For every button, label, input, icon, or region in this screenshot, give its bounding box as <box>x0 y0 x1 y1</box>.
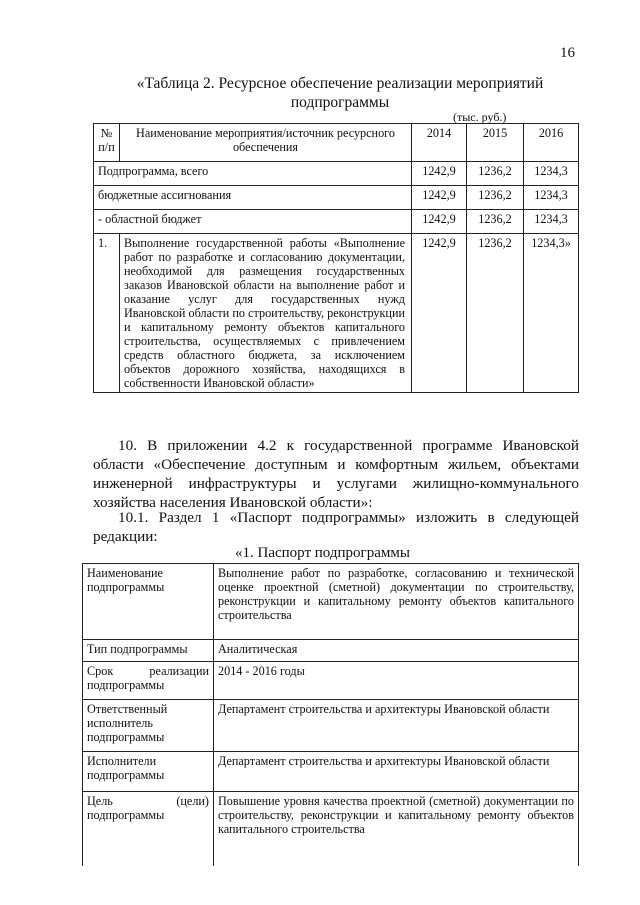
passport-row <box>83 752 579 792</box>
page-number: 16 <box>560 45 575 61</box>
passport-value: Департамент строительства и архитектуры Ивановской области <box>214 752 579 792</box>
table-row <box>94 162 579 186</box>
passport-caption: «1. Паспорт подпрограммы <box>235 545 410 561</box>
value-2016: 1234,3 <box>524 210 579 234</box>
passport-label: Срок реализации подпрограммы <box>83 662 214 700</box>
value-2016: 1234,3 <box>524 162 579 186</box>
resource-table <box>93 123 579 393</box>
row-name: Подпрограмма, всего <box>94 162 412 186</box>
passport-row <box>83 792 579 867</box>
row-name: - областной бюджет <box>94 210 412 234</box>
unit-label: (тыс. руб.) <box>453 110 507 124</box>
value-2014: 1242,9 <box>412 234 467 393</box>
passport-label: Цель (цели) подпрограммы <box>83 792 214 867</box>
value-2015: 1236,2 <box>467 186 524 210</box>
value-2016: 1234,3» <box>524 234 579 393</box>
passport-label: Исполнители подпрограммы <box>83 752 214 792</box>
paragraph-10: 10. В приложении 4.2 к государственной программе Ивановской области «Обеспечение доступным и комфортным жильем, объектами инженерной инфраструктуры и услугами жилищно-коммунального хозяйства населения Ивановской области»: <box>93 437 579 511</box>
header-2015: 2015 <box>467 124 524 162</box>
row-name: Выполнение государственной работы «Выполнение работ по разработке и согласованию документации, необходимой для размещения государственных заказов Ивановской области на выполнение работ и оказание услуг для государственных нужд Ивановской области по строительству, реконструкции и капитальному ремонту объектов капитального строительства, осуществляемых с привлечением средств областного бюджета, за исключением объектов дорожного хозяйства, находящихся в собственности Ивановской области» <box>120 234 412 393</box>
value-2015: 1236,2 <box>467 234 524 393</box>
passport-label: Наименование подпрограммы <box>83 564 214 640</box>
row-num: 1. <box>94 234 120 393</box>
passport-value: Выполнение работ по разработке, согласованию и технической оценке проектной (сметной) документации по строительству, реконструкции и капитальному ремонту объектов капитального строительства <box>214 564 579 640</box>
value-2016: 1234,3 <box>524 186 579 210</box>
header-2014: 2014 <box>412 124 467 162</box>
value-2014: 1242,9 <box>412 186 467 210</box>
passport-value: Департамент строительства и архитектуры Ивановской области <box>214 700 579 752</box>
value-2014: 1242,9 <box>412 210 467 234</box>
row-name: бюджетные ассигнования <box>94 186 412 210</box>
table-header-row <box>94 124 579 162</box>
table-title: «Таблица 2. Ресурсное обеспечение реализации мероприятий подпрограммы <box>136 75 544 111</box>
passport-label: Тип подпрограммы <box>83 640 214 662</box>
passport-row <box>83 640 579 662</box>
passport-row <box>83 564 579 640</box>
table-row <box>94 186 579 210</box>
table-row <box>94 234 579 393</box>
passport-value: 2014 - 2016 годы <box>214 662 579 700</box>
table-row <box>94 210 579 234</box>
header-2016: 2016 <box>524 124 579 162</box>
paragraph-10-1: 10.1. Раздел 1 «Паспорт подпрограммы» изложить в следующей редакции: <box>93 509 579 545</box>
passport-row <box>83 700 579 752</box>
value-2014: 1242,9 <box>412 162 467 186</box>
header-num: № п/п <box>94 124 120 162</box>
passport-row <box>83 662 579 700</box>
value-2015: 1236,2 <box>467 162 524 186</box>
passport-value: Аналитическая <box>214 640 579 662</box>
passport-label: Ответственный исполнитель подпрограммы <box>83 700 214 752</box>
value-2015: 1236,2 <box>467 210 524 234</box>
passport-value: Повышение уровня качества проектной (сметной) документации по строительству, реконструкции и капитальному ремонту объектов капитального строительства <box>214 792 579 867</box>
passport-table <box>82 563 579 866</box>
header-name: Наименование мероприятия/источник ресурсного обеспечения <box>120 124 412 162</box>
